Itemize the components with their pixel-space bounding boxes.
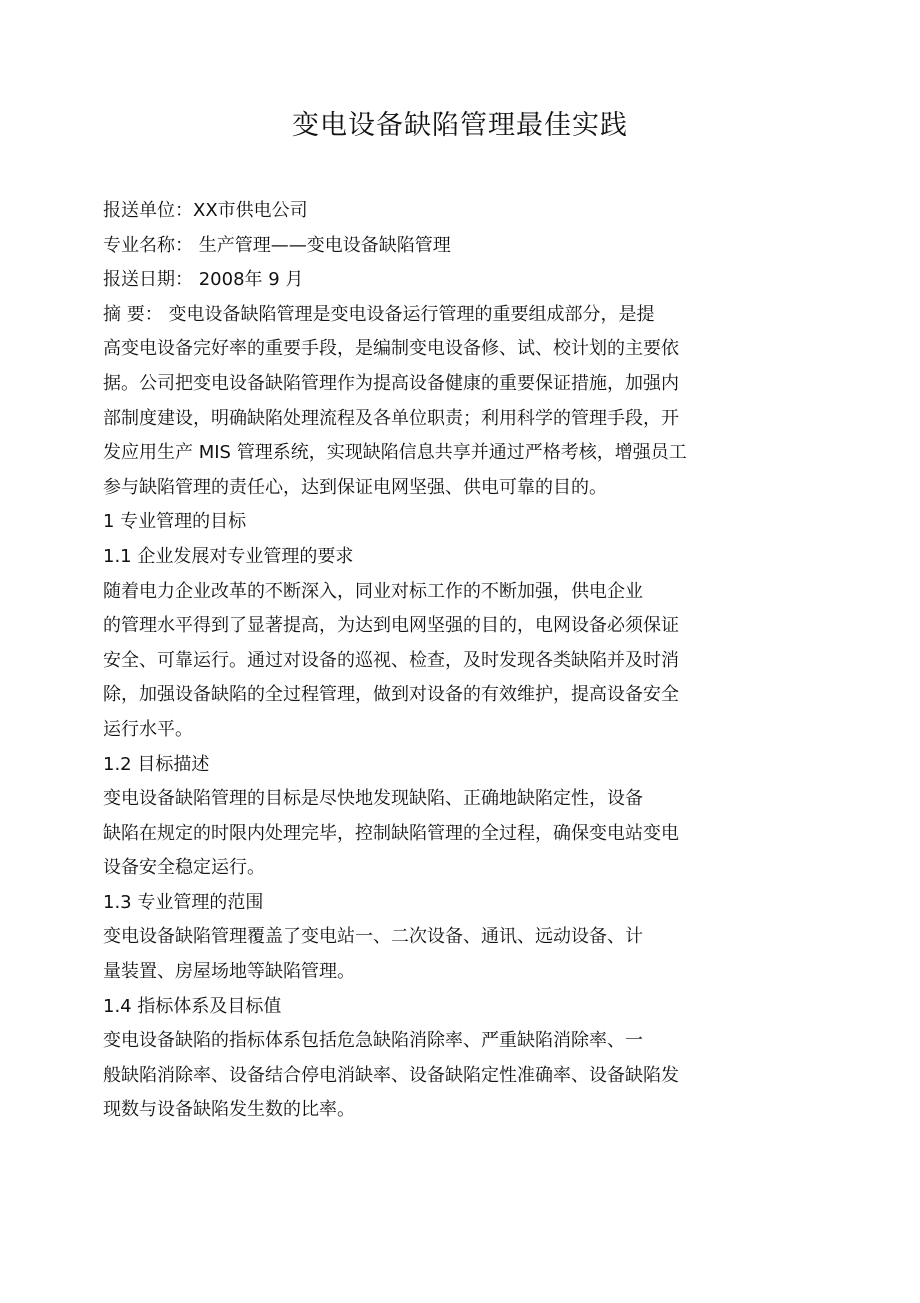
paragraph-line: 般缺陷消除率、设备结合停电消缺率、设备缺陷定性准确率、设备缺陷发 — [103, 1064, 679, 1086]
abstract-line: 参与缺陷管理的责任心，达到保证电网坚强、供电可靠的目的。 — [103, 476, 607, 498]
specialty-name-line: 专业名称： 生产管理——变电设备缺陷管理 — [103, 234, 451, 256]
subsection-heading: 1.3 专业管理的范围 — [103, 891, 264, 913]
paragraph-line: 缺陷在规定的时限内处理完毕，控制缺陷管理的全过程，确保变电站变电 — [103, 822, 679, 844]
paragraph-line: 运行水平。 — [103, 718, 193, 740]
abstract-line: 摘 要： 变电设备缺陷管理是变电设备运行管理的重要组成部分，是提 — [103, 303, 655, 325]
abstract-line: 发应用生产 MIS 管理系统，实现缺陷信息共享并通过严格考核，增强员工 — [103, 442, 687, 464]
paragraph-line: 量装置、房屋场地等缺陷管理。 — [103, 961, 355, 983]
abstract-line: 部制度建设，明确缺陷处理流程及各单位职责；利用科学的管理手段，开 — [103, 407, 679, 429]
report-unit-line: 报送单位：XX市供电公司 — [103, 200, 308, 221]
paragraph-line: 变电设备缺陷管理覆盖了变电站一、二次设备、通讯、远动设备、计 — [103, 926, 643, 948]
paragraph-line: 现数与设备缺陷发生数的比率。 — [103, 1099, 355, 1121]
section-heading: 1 专业管理的目标 — [103, 511, 247, 533]
subsection-heading: 1.2 目标描述 — [103, 753, 210, 775]
paragraph-line: 安全、可靠运行。通过对设备的巡视、检查，及时发现各类缺陷并及时消 — [103, 649, 679, 671]
paragraph-line: 的管理水平得到了显著提高，为达到电网坚强的目的，电网设备必须保证 — [103, 615, 679, 637]
paragraph-line: 变电设备缺陷的指标体系包括危急缺陷消除率、严重缺陷消除率、一 — [103, 1030, 643, 1052]
document-title: 变电设备缺陷管理最佳实践 — [292, 110, 628, 141]
paragraph-line: 变电设备缺陷管理的目标是尽快地发现缺陷、正确地缺陷定性，设备 — [103, 788, 643, 810]
paragraph-line: 设备安全稳定运行。 — [103, 857, 265, 879]
paragraph-line: 随着电力企业改革的不断深入，同业对标工作的不断加强，供电企业 — [103, 580, 643, 602]
document-body — [103, 194, 763, 1128]
report-date-line: 报送日期： 2008年 9 月 — [103, 269, 304, 291]
abstract-line: 高变电设备完好率的重要手段，是编制变电设备修、试、校计划的主要依 — [103, 338, 679, 360]
paragraph-line: 除，加强设备缺陷的全过程管理，做到对设备的有效维护，提高设备安全 — [103, 684, 679, 706]
subsection-heading: 1.1 企业发展对专业管理的要求 — [103, 545, 354, 567]
abstract-line: 据。公司把变电设备缺陷管理作为提高设备健康的重要保证措施，加强内 — [103, 372, 679, 394]
subsection-heading: 1.4 指标体系及目标值 — [103, 995, 282, 1017]
